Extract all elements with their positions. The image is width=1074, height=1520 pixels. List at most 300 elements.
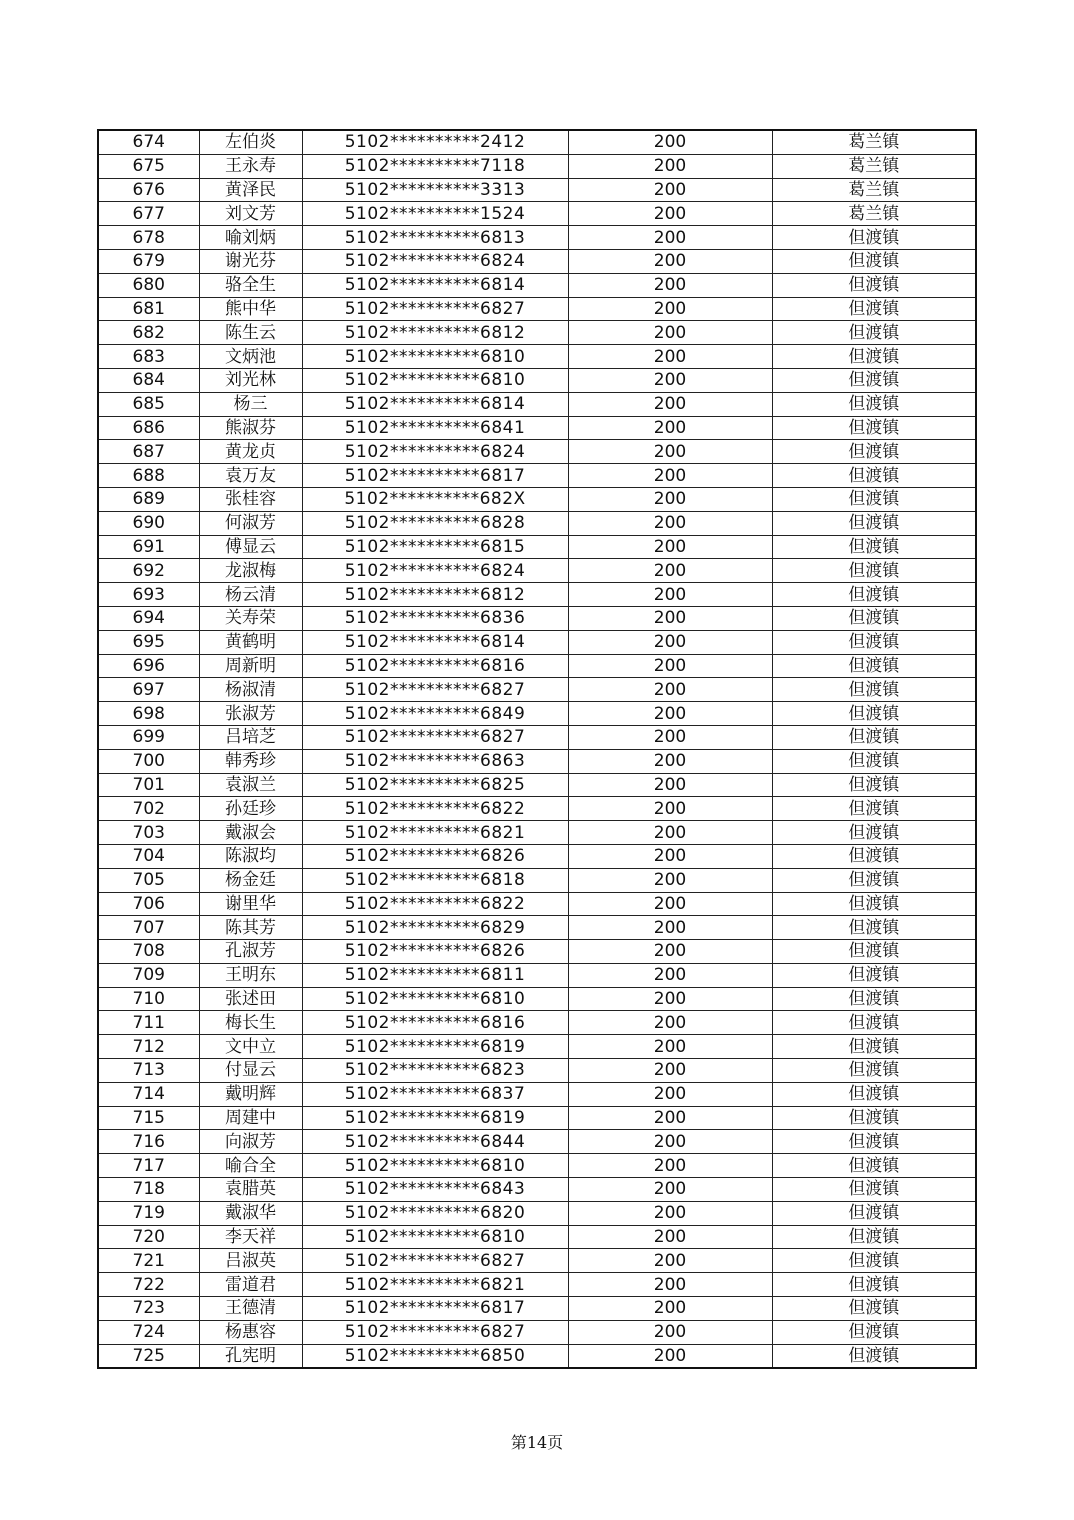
row-number-cell: 692 [98,559,199,583]
table-row [98,1154,976,1178]
table-row [98,963,976,987]
town-cell: 但渡镇 [772,821,976,845]
town-cell: 但渡镇 [772,249,976,273]
name-cell: 何淑芳 [199,511,302,535]
amount-cell: 200 [568,535,772,559]
name-cell: 文中立 [199,1035,302,1059]
name-cell: 孙廷珍 [199,797,302,821]
row-number-cell: 716 [98,1130,199,1154]
table-row [98,797,976,821]
id-number-cell: 5102**********6817 [302,464,568,488]
table-row [98,844,976,868]
amount-cell: 200 [568,963,772,987]
id-number-cell: 5102**********6824 [302,440,568,464]
name-cell: 黄鹤明 [199,630,302,654]
amount-cell: 200 [568,1130,772,1154]
town-cell: 但渡镇 [772,297,976,321]
town-cell: 但渡镇 [772,1297,976,1321]
amount-cell: 200 [568,1297,772,1321]
row-number-cell: 720 [98,1225,199,1249]
town-cell: 但渡镇 [772,702,976,726]
amount-cell: 200 [568,130,772,154]
row-number-cell: 722 [98,1273,199,1297]
id-number-cell: 5102**********6841 [302,416,568,440]
id-number-cell: 5102**********6810 [302,1225,568,1249]
id-number-cell: 5102**********6810 [302,1154,568,1178]
row-number-cell: 676 [98,178,199,202]
amount-cell: 200 [568,249,772,273]
amount-cell: 200 [568,321,772,345]
amount-cell: 200 [568,1106,772,1130]
name-cell: 谢里华 [199,892,302,916]
name-cell: 左伯炎 [199,130,302,154]
table-row [98,178,976,202]
table-row [98,511,976,535]
name-cell: 韩秀珍 [199,749,302,773]
name-cell: 喻合全 [199,1154,302,1178]
amount-cell: 200 [568,1225,772,1249]
id-number-cell: 5102**********6812 [302,583,568,607]
row-number-cell: 685 [98,392,199,416]
row-number-cell: 694 [98,606,199,630]
amount-cell: 200 [568,1249,772,1273]
amount-cell: 200 [568,940,772,964]
town-cell: 但渡镇 [772,368,976,392]
amount-cell: 200 [568,1154,772,1178]
id-number-cell: 5102**********6823 [302,1059,568,1083]
id-number-cell: 5102**********6819 [302,1035,568,1059]
table-row [98,1273,976,1297]
name-cell: 吕淑英 [199,1249,302,1273]
town-cell: 但渡镇 [772,630,976,654]
amount-cell: 200 [568,630,772,654]
table-row [98,654,976,678]
name-cell: 袁腊英 [199,1178,302,1202]
id-number-cell: 5102**********6827 [302,678,568,702]
amount-cell: 200 [568,154,772,178]
row-number-cell: 712 [98,1035,199,1059]
town-cell: 但渡镇 [772,725,976,749]
table-row [98,368,976,392]
town-cell: 但渡镇 [772,963,976,987]
amount-cell: 200 [568,487,772,511]
name-cell: 熊淑芬 [199,416,302,440]
amount-cell: 200 [568,702,772,726]
town-cell: 但渡镇 [772,273,976,297]
row-number-cell: 682 [98,321,199,345]
town-cell: 但渡镇 [772,1011,976,1035]
id-number-cell: 5102**********6810 [302,368,568,392]
row-number-cell: 688 [98,464,199,488]
town-cell: 但渡镇 [772,464,976,488]
id-number-cell: 5102**********6827 [302,1320,568,1344]
row-number-cell: 680 [98,273,199,297]
row-number-cell: 708 [98,940,199,964]
table-row [98,1249,976,1273]
id-number-cell: 5102**********6863 [302,749,568,773]
table-row [98,321,976,345]
town-cell: 但渡镇 [772,844,976,868]
id-number-cell: 5102**********6822 [302,892,568,916]
table-row [98,297,976,321]
name-cell: 杨金廷 [199,868,302,892]
row-number-cell: 690 [98,511,199,535]
town-cell: 葛兰镇 [772,154,976,178]
table-row [98,559,976,583]
id-number-cell: 5102**********6820 [302,1201,568,1225]
row-number-cell: 696 [98,654,199,678]
name-cell: 戴淑会 [199,821,302,845]
row-number-cell: 711 [98,1011,199,1035]
name-cell: 梅长生 [199,1011,302,1035]
row-number-cell: 701 [98,773,199,797]
table-row [98,416,976,440]
name-cell: 刘光林 [199,368,302,392]
name-cell: 黄泽民 [199,178,302,202]
town-cell: 但渡镇 [772,345,976,369]
name-cell: 张桂容 [199,487,302,511]
name-cell: 黄龙贞 [199,440,302,464]
name-cell: 袁淑兰 [199,773,302,797]
amount-cell: 200 [568,1201,772,1225]
row-number-cell: 691 [98,535,199,559]
table-row [98,202,976,226]
amount-cell: 200 [568,1059,772,1083]
town-cell: 但渡镇 [772,1249,976,1273]
id-number-cell: 5102**********6811 [302,963,568,987]
row-number-cell: 709 [98,963,199,987]
town-cell: 但渡镇 [772,226,976,250]
row-number-cell: 686 [98,416,199,440]
amount-cell: 200 [568,345,772,369]
table-row [98,487,976,511]
amount-cell: 200 [568,868,772,892]
id-number-cell: 5102**********6816 [302,654,568,678]
row-number-cell: 675 [98,154,199,178]
name-cell: 李天祥 [199,1225,302,1249]
table-row [98,1082,976,1106]
id-number-cell: 5102**********6843 [302,1178,568,1202]
row-number-cell: 725 [98,1344,199,1368]
table-row [98,249,976,273]
row-number-cell: 697 [98,678,199,702]
id-number-cell: 5102**********682X [302,487,568,511]
id-number-cell: 5102**********6828 [302,511,568,535]
town-cell: 但渡镇 [772,606,976,630]
name-cell: 文炳池 [199,345,302,369]
id-number-cell: 5102**********7118 [302,154,568,178]
id-number-cell: 5102**********6829 [302,916,568,940]
town-cell: 但渡镇 [772,1154,976,1178]
town-cell: 但渡镇 [772,892,976,916]
table-row [98,1320,976,1344]
row-number-cell: 687 [98,440,199,464]
name-cell: 陈生云 [199,321,302,345]
id-number-cell: 5102**********1524 [302,202,568,226]
id-number-cell: 5102**********6816 [302,1011,568,1035]
town-cell: 但渡镇 [772,940,976,964]
town-cell: 但渡镇 [772,654,976,678]
table-row [98,1059,976,1083]
name-cell: 王明东 [199,963,302,987]
table-row [98,940,976,964]
row-number-cell: 703 [98,821,199,845]
id-number-cell: 5102**********6844 [302,1130,568,1154]
id-number-cell: 5102**********6850 [302,1344,568,1368]
id-number-cell: 5102**********6824 [302,559,568,583]
amount-cell: 200 [568,1344,772,1368]
row-number-cell: 717 [98,1154,199,1178]
row-number-cell: 718 [98,1178,199,1202]
id-number-cell: 5102**********3313 [302,178,568,202]
amount-cell: 200 [568,797,772,821]
name-cell: 喻刘炳 [199,226,302,250]
table-row [98,1344,976,1368]
table-row [98,606,976,630]
amount-cell: 200 [568,416,772,440]
name-cell: 龙淑梅 [199,559,302,583]
row-number-cell: 724 [98,1320,199,1344]
table-row [98,749,976,773]
name-cell: 杨惠容 [199,1320,302,1344]
table-row [98,583,976,607]
amount-cell: 200 [568,916,772,940]
row-number-cell: 721 [98,1249,199,1273]
amount-cell: 200 [568,583,772,607]
amount-cell: 200 [568,725,772,749]
name-cell: 张淑芳 [199,702,302,726]
row-number-cell: 707 [98,916,199,940]
row-number-cell: 684 [98,368,199,392]
id-number-cell: 5102**********6819 [302,1106,568,1130]
amount-cell: 200 [568,1082,772,1106]
table-row [98,916,976,940]
name-cell: 熊中华 [199,297,302,321]
table-row [98,1011,976,1035]
amount-cell: 200 [568,1011,772,1035]
name-cell: 雷道君 [199,1273,302,1297]
id-number-cell: 5102**********6825 [302,773,568,797]
id-number-cell: 5102**********6817 [302,1297,568,1321]
table-row [98,1297,976,1321]
table-row [98,773,976,797]
town-cell: 但渡镇 [772,1130,976,1154]
name-cell: 周建中 [199,1106,302,1130]
town-cell: 葛兰镇 [772,202,976,226]
town-cell: 葛兰镇 [772,130,976,154]
town-cell: 但渡镇 [772,987,976,1011]
town-cell: 但渡镇 [772,416,976,440]
id-number-cell: 5102**********6814 [302,392,568,416]
town-cell: 但渡镇 [772,511,976,535]
row-number-cell: 674 [98,130,199,154]
name-cell: 吕培芝 [199,725,302,749]
recipient-table [97,129,977,1369]
amount-cell: 200 [568,654,772,678]
table-row [98,725,976,749]
row-number-cell: 714 [98,1082,199,1106]
amount-cell: 200 [568,511,772,535]
id-number-cell: 5102**********6815 [302,535,568,559]
row-number-cell: 689 [98,487,199,511]
town-cell: 但渡镇 [772,392,976,416]
id-number-cell: 5102**********6814 [302,630,568,654]
town-cell: 但渡镇 [772,1320,976,1344]
town-cell: 但渡镇 [772,797,976,821]
row-number-cell: 715 [98,1106,199,1130]
table-row [98,678,976,702]
town-cell: 但渡镇 [772,321,976,345]
name-cell: 傅显云 [199,535,302,559]
town-cell: 但渡镇 [772,1106,976,1130]
name-cell: 戴明辉 [199,1082,302,1106]
table-row [98,440,976,464]
id-number-cell: 5102**********6821 [302,821,568,845]
row-number-cell: 679 [98,249,199,273]
name-cell: 王德清 [199,1297,302,1321]
id-number-cell: 5102**********6824 [302,249,568,273]
id-number-cell: 5102**********6837 [302,1082,568,1106]
name-cell: 杨淑清 [199,678,302,702]
row-number-cell: 705 [98,868,199,892]
table-row [98,464,976,488]
amount-cell: 200 [568,559,772,583]
id-number-cell: 5102**********2412 [302,130,568,154]
table-row [98,1106,976,1130]
name-cell: 谢光芬 [199,249,302,273]
table-row [98,226,976,250]
town-cell: 但渡镇 [772,1059,976,1083]
amount-cell: 200 [568,1178,772,1202]
row-number-cell: 719 [98,1201,199,1225]
row-number-cell: 695 [98,630,199,654]
table-row [98,1225,976,1249]
table-row [98,892,976,916]
table-row [98,273,976,297]
name-cell: 杨云清 [199,583,302,607]
table-row [98,1130,976,1154]
table-row [98,630,976,654]
id-number-cell: 5102**********6821 [302,1273,568,1297]
town-cell: 但渡镇 [772,749,976,773]
recipient-table-body [98,130,976,1368]
table-row [98,345,976,369]
town-cell: 但渡镇 [772,1273,976,1297]
row-number-cell: 710 [98,987,199,1011]
name-cell: 向淑芳 [199,1130,302,1154]
table-row [98,1035,976,1059]
name-cell: 张述田 [199,987,302,1011]
amount-cell: 200 [568,1273,772,1297]
row-number-cell: 699 [98,725,199,749]
town-cell: 但渡镇 [772,1225,976,1249]
name-cell: 孔淑芳 [199,940,302,964]
name-cell: 王永寿 [199,154,302,178]
amount-cell: 200 [568,440,772,464]
town-cell: 但渡镇 [772,583,976,607]
name-cell: 杨三 [199,392,302,416]
row-number-cell: 678 [98,226,199,250]
row-number-cell: 704 [98,844,199,868]
row-number-cell: 683 [98,345,199,369]
row-number-cell: 698 [98,702,199,726]
name-cell: 周新明 [199,654,302,678]
id-number-cell: 5102**********6818 [302,868,568,892]
row-number-cell: 693 [98,583,199,607]
amount-cell: 200 [568,202,772,226]
name-cell: 关寿荣 [199,606,302,630]
name-cell: 骆全生 [199,273,302,297]
amount-cell: 200 [568,297,772,321]
id-number-cell: 5102**********6810 [302,345,568,369]
town-cell: 但渡镇 [772,773,976,797]
town-cell: 但渡镇 [772,678,976,702]
amount-cell: 200 [568,273,772,297]
name-cell: 戴淑华 [199,1201,302,1225]
town-cell: 但渡镇 [772,535,976,559]
amount-cell: 200 [568,226,772,250]
town-cell: 但渡镇 [772,440,976,464]
amount-cell: 200 [568,368,772,392]
id-number-cell: 5102**********6827 [302,725,568,749]
amount-cell: 200 [568,678,772,702]
name-cell: 袁万友 [199,464,302,488]
row-number-cell: 723 [98,1297,199,1321]
amount-cell: 200 [568,1320,772,1344]
table-row [98,821,976,845]
town-cell: 但渡镇 [772,1082,976,1106]
town-cell: 但渡镇 [772,1035,976,1059]
row-number-cell: 681 [98,297,199,321]
id-number-cell: 5102**********6826 [302,844,568,868]
amount-cell: 200 [568,987,772,1011]
amount-cell: 200 [568,606,772,630]
town-cell: 但渡镇 [772,1344,976,1368]
town-cell: 但渡镇 [772,868,976,892]
id-number-cell: 5102**********6822 [302,797,568,821]
table-row [98,154,976,178]
table-row [98,868,976,892]
amount-cell: 200 [568,178,772,202]
amount-cell: 200 [568,749,772,773]
id-number-cell: 5102**********6827 [302,297,568,321]
table-row [98,535,976,559]
row-number-cell: 713 [98,1059,199,1083]
row-number-cell: 700 [98,749,199,773]
row-number-cell: 677 [98,202,199,226]
amount-cell: 200 [568,892,772,916]
id-number-cell: 5102**********6849 [302,702,568,726]
page-number: 第14页 [510,1433,564,1452]
id-number-cell: 5102**********6826 [302,940,568,964]
row-number-cell: 706 [98,892,199,916]
name-cell: 陈其芳 [199,916,302,940]
amount-cell: 200 [568,844,772,868]
town-cell: 但渡镇 [772,1201,976,1225]
table-row [98,1178,976,1202]
id-number-cell: 5102**********6827 [302,1249,568,1273]
town-cell: 葛兰镇 [772,178,976,202]
id-number-cell: 5102**********6813 [302,226,568,250]
name-cell: 陈淑均 [199,844,302,868]
table-row [98,987,976,1011]
amount-cell: 200 [568,773,772,797]
name-cell: 孔宪明 [199,1344,302,1368]
town-cell: 但渡镇 [772,916,976,940]
id-number-cell: 5102**********6836 [302,606,568,630]
table-row [98,702,976,726]
name-cell: 刘文芳 [199,202,302,226]
